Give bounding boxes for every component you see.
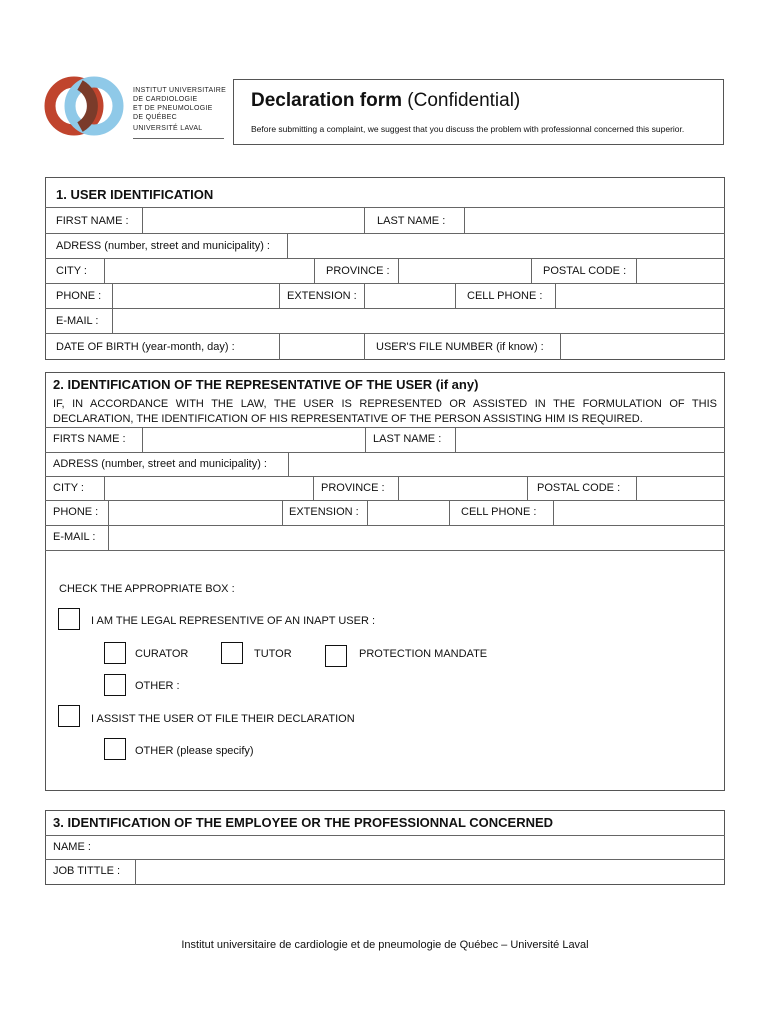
phone-field[interactable] xyxy=(113,284,279,308)
rep-last-name-label: LAST NAME : xyxy=(373,433,442,445)
legal-representative-label: I AM THE LEGAL REPRESENTIVE OF AN INAPT USER : xyxy=(91,615,376,627)
rep-last-name-field[interactable] xyxy=(456,428,724,452)
rep-postal-code-label: POSTAL CODE : xyxy=(537,482,621,494)
rep-phone-label: PHONE : xyxy=(53,506,99,518)
last-name-label: LAST NAME : xyxy=(377,215,446,227)
rep-email-label: E-MAIL : xyxy=(53,531,96,543)
rep-city-label: CITY : xyxy=(53,482,84,494)
rep-address-label: ADRESS (number, street and municipality) : xyxy=(53,458,267,470)
rep-postal-code-field[interactable] xyxy=(637,477,724,500)
extension-field[interactable] xyxy=(365,284,455,308)
other-specify-checkbox[interactable] xyxy=(104,738,126,760)
institution-logo xyxy=(40,70,132,142)
logo-line: DE QUÉBEC xyxy=(133,114,177,121)
legal-representative-checkbox[interactable] xyxy=(58,608,80,630)
logo-line: DE CARDIOLOGIE xyxy=(133,96,198,103)
postal-code-field[interactable] xyxy=(637,259,724,283)
logo-line: ET DE PNEUMOLOGIE xyxy=(133,105,213,112)
email-label: E-MAIL : xyxy=(56,315,99,327)
rep-city-field[interactable] xyxy=(105,477,313,500)
job-title-label: JOB TITTLE : xyxy=(53,865,121,877)
header-box xyxy=(233,79,724,145)
representative-notice: IF, IN ACCORDANCE WITH THE LAW, THE USER IS REPRESENTED OR ASSISTED IN THE FORMULATION OF THIS DECLARATION, THE IDENTIFICATION OF HIS REPRESENTATIVE OF THE PERSON ASSISTING HIM IS REQUIRED. xyxy=(53,398,717,425)
province-label: PROVINCE : xyxy=(326,265,390,277)
first-name-label: FIRST NAME : xyxy=(56,215,129,227)
check-instruction: CHECK THE APPROPRIATE BOX : xyxy=(59,583,235,595)
protection-mandate-label: PROTECTION MANDATE xyxy=(359,648,488,660)
footer-text: Institut universitaire de cardiologie et de pneumologie de Québec – Université Laval xyxy=(181,939,589,951)
rep-phone-field[interactable] xyxy=(109,501,282,525)
cell-phone-label: CELL PHONE : xyxy=(467,290,543,302)
rep-province-label: PROVINCE : xyxy=(321,482,385,494)
last-name-field[interactable] xyxy=(465,208,724,233)
rep-email-field[interactable] xyxy=(109,526,724,550)
logo-line: INSTITUT UNIVERSITAIRE xyxy=(133,87,227,94)
rep-extension-field[interactable] xyxy=(368,501,449,525)
section3-title: 3. IDENTIFICATION OF THE EMPLOYEE OR THE PROFESSIONNAL CONCERNED xyxy=(53,815,554,830)
postal-code-label: POSTAL CODE : xyxy=(543,265,627,277)
rep-extension-label: EXTENSION : xyxy=(289,506,359,518)
tutor-label: TUTOR xyxy=(254,648,292,660)
dob-label: DATE OF BIRTH (year-month, day) : xyxy=(56,341,235,353)
cell-phone-field[interactable] xyxy=(556,284,724,308)
rep-first-name-field[interactable] xyxy=(143,428,365,452)
form-title: Declaration form (Confidential) xyxy=(251,90,521,111)
rep-cell-phone-label: CELL PHONE : xyxy=(461,506,537,518)
extension-label: EXTENSION : xyxy=(287,290,357,302)
province-field[interactable] xyxy=(399,259,531,283)
dob-field[interactable] xyxy=(280,334,364,359)
city-label: CITY : xyxy=(56,265,87,277)
email-field[interactable] xyxy=(113,309,724,333)
form-subtitle: Before submitting a complaint, we suggest that you discuss the problem with professionnal concerned this superior. xyxy=(251,124,685,134)
first-name-field[interactable] xyxy=(143,208,364,233)
other-specify-label: OTHER (please specify) xyxy=(135,745,254,757)
rep-province-field[interactable] xyxy=(399,477,527,500)
tutor-checkbox[interactable] xyxy=(221,642,243,664)
section1-title: 1. USER IDENTIFICATION xyxy=(56,187,214,202)
employee-name-label: NAME : xyxy=(53,841,91,853)
section2-title: 2. IDENTIFICATION OF THE REPRESENTATIVE OF THE USER (if any) xyxy=(53,377,479,392)
rep-first-name-label: FIRTS NAME : xyxy=(53,433,126,445)
phone-label: PHONE : xyxy=(56,290,102,302)
employee-name-field[interactable] xyxy=(100,836,724,859)
other-checkbox[interactable] xyxy=(104,674,126,696)
rep-address-field[interactable] xyxy=(289,453,724,476)
assist-user-checkbox[interactable] xyxy=(58,705,80,727)
protection-mandate-checkbox[interactable] xyxy=(325,645,347,667)
assist-user-label: I ASSIST THE USER OT FILE THEIR DECLARATION xyxy=(91,713,355,725)
rep-cell-phone-field[interactable] xyxy=(554,501,724,525)
city-field[interactable] xyxy=(105,259,314,283)
file-number-field[interactable] xyxy=(561,334,724,359)
job-title-field[interactable] xyxy=(136,860,724,884)
logo-line: UNIVERSITÉ LAVAL xyxy=(133,125,203,132)
address-label: ADRESS (number, street and municipality) : xyxy=(56,240,270,252)
address-field[interactable] xyxy=(288,234,724,258)
other-label: OTHER : xyxy=(135,680,180,692)
curator-checkbox[interactable] xyxy=(104,642,126,664)
curator-label: CURATOR xyxy=(135,648,189,660)
file-number-label: USER'S FILE NUMBER (if know) : xyxy=(376,341,544,353)
